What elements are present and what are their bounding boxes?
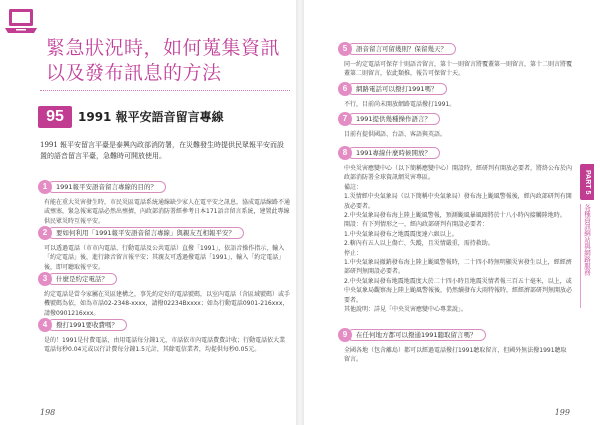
- question-number: 6: [338, 82, 352, 96]
- section-number-badge: 95: [38, 106, 72, 128]
- left-page: [0, 0, 296, 425]
- answer-text: 目前有提供國語、台語、客語與英語。: [344, 131, 447, 138]
- question-text: 要如何利用「1991報平安語音留言專線」與親友互相報平安？: [47, 227, 244, 239]
- section-heading: [38, 106, 288, 130]
- qa-block-8: [338, 146, 572, 315]
- qa-block-2: [38, 226, 290, 272]
- question-text: 1991專線什麼時候開放？: [347, 147, 440, 159]
- question-header: [338, 42, 572, 58]
- answer-line: 1.中央氣象局撤銷發布海上陸上颱風警報時，二十四小時無明顯災害發生以上，經經濟部研判無開設必要者。: [344, 259, 572, 276]
- qa-block-1: [38, 180, 290, 226]
- book-gutter: [296, 0, 304, 425]
- part-label: PART 5: [580, 164, 594, 200]
- question-header: [338, 112, 572, 128]
- title-divider: [40, 90, 290, 91]
- question-header: [338, 146, 572, 162]
- right-page: [304, 0, 600, 425]
- answer-line: 備註：: [344, 183, 363, 191]
- answer-line: 停止：: [344, 249, 363, 257]
- question-text: 在任何地方都可以撥通1991聽取留言嗎？: [347, 329, 486, 341]
- answer-line: 1.中央氣象局發布之地震震度達六級以上。: [344, 230, 458, 238]
- question-header: [38, 318, 290, 334]
- qa-block-3: [38, 272, 290, 318]
- answer-text: 可以透過電話（市市內電話、行動電話及公共電話）直撥「1991」，依語音操作指示，輸入「約定電話」後，進行錄音留言報平安；其親友可透過撥電話「1991」，輸入「約定電話」後，即可聽取報平安。: [44, 245, 285, 271]
- question-header: [338, 82, 572, 98]
- answer-line: 1.災情經中央氣象局（以下簡稱中央氣象局）發布海上颱風警報後，經內政部研判有開放必要者。: [344, 193, 572, 210]
- answer-text: 約定電話是當今家屬在災區建構之，事先約定好的電話號碼，以室內電話（含區域號碼）或手機號碼為依，如為市話02-2348-xxxx，請撥02234Bxxxx；如為行動電話0901-216xxx，請撥0901216xxx。: [44, 291, 291, 317]
- question-number: 2: [38, 226, 52, 240]
- chapter-label: 各種資訊網站與網路服務: [583, 204, 591, 276]
- qa-block-5: [338, 42, 572, 79]
- intro-paragraph: 1991 報平安留言平臺是泰興內政部消防署，在災難發生時提供民眾報平安而設置的語音留言平臺，急難時可開放使用。: [40, 141, 285, 160]
- section-title: 1991 報平安語音留言專線: [78, 110, 224, 124]
- question-text: 網路電話可以撥打1991嗎？: [347, 83, 447, 95]
- qa-block-7: [338, 112, 572, 139]
- laptop-icon: [4, 6, 38, 36]
- answer-text: 全國各地（包含離島）都可以經過電話撥打1991聽取留言，但國外無法撥1991聽取留言。: [344, 347, 567, 364]
- question-header: [38, 180, 290, 196]
- answer-line: 2.中央氣象局發布海上陸上颱風警報，預測颱風暴風圈將於十八小時內接觸陸地時。: [344, 212, 566, 220]
- question-header: [38, 272, 290, 288]
- question-header: [38, 226, 290, 242]
- question-text: 1991提供幾種操作語言？: [347, 113, 440, 125]
- question-number: 9: [338, 328, 352, 342]
- question-number: 7: [338, 112, 352, 126]
- question-text: 撥打1991要收費嗎？: [47, 319, 127, 331]
- qa-block-6: [338, 82, 572, 109]
- answer-text: 同一約定電話可保存十則語音留言，第十一則留言將覆蓋第一則留言，第十二則言將覆蓋第二則留言，依此類推，報告可保留十天。: [344, 61, 573, 78]
- question-number: 1: [38, 180, 52, 194]
- answer-text: 有能在重大災害發生時，市民災區電話系統通線缺少家人在電平安之訊息，協成電話線路不通或壅塞，緊急報案電話必然出壅擠，內政部消防署經參考日本171語音留言系統，建置此專線供民眾災時互報平安。: [44, 199, 291, 225]
- page-number-left: 198: [40, 408, 56, 417]
- answer-line: 其他說明：詳見「中央災害應變中心專業說」。: [344, 306, 468, 314]
- qa-block-9: [338, 328, 572, 365]
- answer-text: 是的！1991是付費電話，由用電話每分鐘1元，市話依市內電話費費計收；行動電話依大業電話每秒0.04元或以行計費每分鐘1.5元計，其餘電信業者，均提供每秒0.05元。: [44, 337, 286, 354]
- answer-line: 2.轄內有五人以上傷亡、失蹤，且災情嚴重，需持救助。: [344, 240, 494, 248]
- question-text: 什麼是約定電話？: [47, 273, 117, 285]
- answer-text: 不行，目前尚未開放網路電話撥打1991。: [344, 101, 456, 108]
- answer-text: [338, 162, 572, 315]
- question-number: 5: [338, 42, 352, 56]
- answer-line: 中央災害應變中心（以下簡稱應變中心）開設時，經研判有開放必要者，將終公布於內政部消防署全球資訊網災害專區。: [344, 165, 573, 182]
- chapter-side-tab: [580, 164, 594, 312]
- question-header: [338, 328, 572, 344]
- page-number-right: 199: [554, 408, 570, 417]
- question-text: 語音留言可留幾則？保留幾天？: [347, 43, 456, 55]
- answer-line: 2.中央氣象局發布地震地震度大於二十四小時且地震災情者報三百五十毫米，以上，或中央氣象局觀察海上陸上颱風警報後，仍然續發布大雨特報時，經經濟部研判無開放必要者。: [344, 277, 573, 304]
- question-number: 4: [38, 318, 52, 332]
- question-text: 1991報平安語音留言專線的目的？: [47, 181, 166, 193]
- question-number: 8: [338, 146, 352, 160]
- chapter-title: 緊急狀況時，如何蒐集資訊以及發布訊息的方法: [46, 37, 281, 84]
- qa-block-4: [38, 318, 290, 355]
- question-number: 3: [38, 272, 52, 286]
- answer-line: 開設：有下列情形之一，經內政部研判有開設必要者：: [344, 221, 489, 229]
